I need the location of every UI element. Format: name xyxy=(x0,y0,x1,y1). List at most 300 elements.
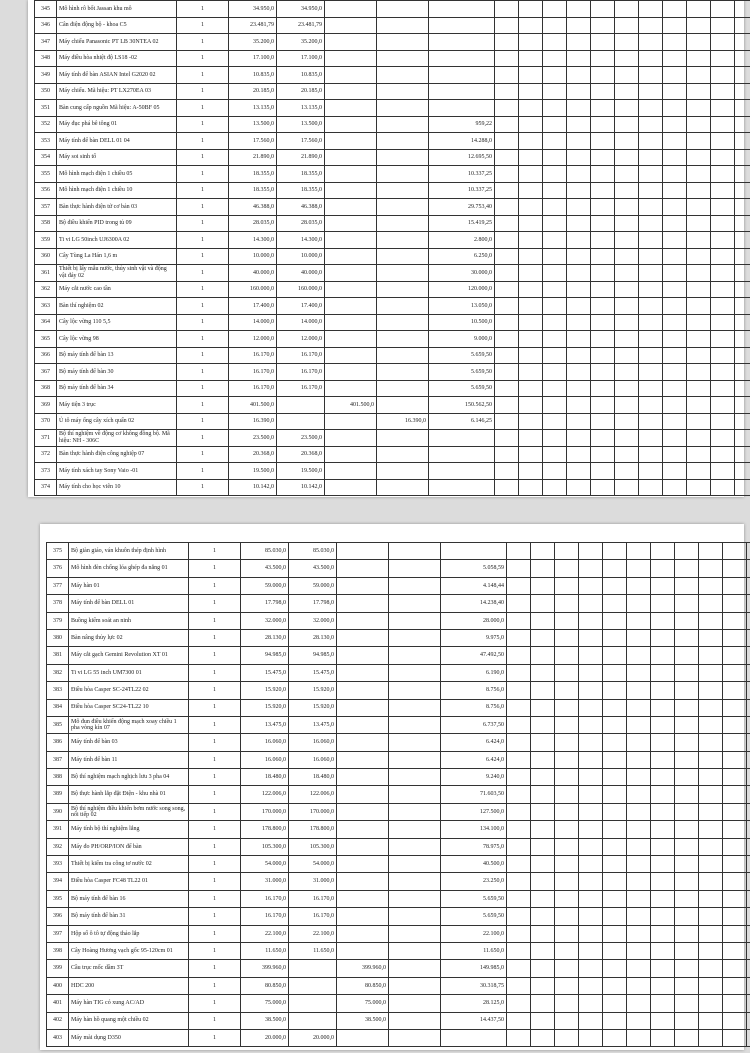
empty-cell xyxy=(507,612,531,629)
empty-cell xyxy=(711,149,735,166)
empty-cell xyxy=(543,430,567,447)
quantity: 1 xyxy=(189,838,241,855)
empty-cell xyxy=(699,751,723,768)
empty-cell xyxy=(555,751,579,768)
empty-cell xyxy=(735,265,750,282)
empty-cell xyxy=(663,67,687,84)
value-col-4 xyxy=(377,1,429,18)
value-col-3 xyxy=(325,67,377,84)
empty-cell xyxy=(747,873,750,890)
original-value: 122.006,0 xyxy=(241,786,289,803)
empty-cell xyxy=(747,595,750,612)
empty-cell xyxy=(543,149,567,166)
empty-cell xyxy=(639,446,663,463)
empty-cell xyxy=(567,265,591,282)
empty-cell xyxy=(543,67,567,84)
empty-cell xyxy=(555,821,579,838)
empty-cell xyxy=(495,116,519,133)
empty-cell xyxy=(687,314,711,331)
residual-value: 6.424,0 xyxy=(441,734,507,751)
quantity: 1 xyxy=(189,734,241,751)
value-col-3 xyxy=(337,769,389,786)
empty-cell xyxy=(555,769,579,786)
value-col-2: 34.950,0 xyxy=(277,1,325,18)
value-col-2: 18.355,0 xyxy=(277,182,325,199)
empty-cell xyxy=(639,413,663,430)
value-col-4 xyxy=(377,149,429,166)
empty-cell xyxy=(699,1029,723,1046)
residual-value: 9.975,0 xyxy=(441,629,507,646)
empty-cell xyxy=(699,873,723,890)
empty-cell xyxy=(519,265,543,282)
empty-cell xyxy=(495,397,519,414)
empty-cell xyxy=(579,803,603,820)
value-col-3 xyxy=(325,116,377,133)
residual-value xyxy=(429,463,495,480)
empty-cell xyxy=(579,682,603,699)
empty-cell xyxy=(627,873,651,890)
value-col-4 xyxy=(389,1029,441,1046)
empty-cell xyxy=(675,890,699,907)
empty-cell xyxy=(531,543,555,560)
empty-cell xyxy=(603,699,627,716)
asset-name: Máy tính để bàn 03 xyxy=(69,734,189,751)
table-row xyxy=(35,17,750,34)
empty-cell xyxy=(555,699,579,716)
row-number: 354 xyxy=(35,149,57,166)
value-col-3 xyxy=(325,479,377,496)
empty-cell xyxy=(711,347,735,364)
value-col-3 xyxy=(325,446,377,463)
value-col-3 xyxy=(325,248,377,265)
empty-cell xyxy=(519,347,543,364)
empty-cell xyxy=(747,699,750,716)
value-col-4 xyxy=(377,265,429,282)
empty-cell xyxy=(591,413,615,430)
empty-cell xyxy=(735,413,750,430)
empty-cell xyxy=(723,786,747,803)
empty-cell xyxy=(615,116,639,133)
empty-cell xyxy=(687,1,711,18)
empty-cell xyxy=(627,543,651,560)
empty-cell xyxy=(591,298,615,315)
empty-cell xyxy=(675,647,699,664)
empty-cell xyxy=(615,463,639,480)
empty-cell xyxy=(495,380,519,397)
value-col-4 xyxy=(377,50,429,67)
quantity: 1 xyxy=(189,716,241,733)
value-col-3 xyxy=(337,682,389,699)
empty-cell xyxy=(687,100,711,117)
empty-cell xyxy=(591,479,615,496)
original-value: 31.000,0 xyxy=(241,873,289,890)
empty-cell xyxy=(555,716,579,733)
asset-name: Thiết bị lấy mẫu nước, thủy sinh vật và động vật đáy 02 xyxy=(57,265,177,282)
empty-cell xyxy=(651,960,675,977)
value-col-3 xyxy=(325,281,377,298)
original-value: 16.060,0 xyxy=(241,751,289,768)
residual-value: 47.492,50 xyxy=(441,647,507,664)
empty-cell xyxy=(567,1,591,18)
empty-cell xyxy=(507,803,531,820)
empty-cell xyxy=(495,83,519,100)
empty-cell xyxy=(735,397,750,414)
empty-cell xyxy=(663,17,687,34)
empty-cell xyxy=(495,50,519,67)
empty-cell xyxy=(711,364,735,381)
row-number: 402 xyxy=(47,1012,69,1029)
empty-cell xyxy=(711,1,735,18)
table-row xyxy=(47,716,750,733)
value-col-3 xyxy=(337,577,389,594)
value-col-3 xyxy=(325,380,377,397)
empty-cell xyxy=(543,182,567,199)
value-col-2 xyxy=(289,1012,337,1029)
quantity: 1 xyxy=(177,281,229,298)
empty-cell xyxy=(567,413,591,430)
value-col-3: 80.850,0 xyxy=(337,977,389,994)
empty-cell xyxy=(603,769,627,786)
row-number: 369 xyxy=(35,397,57,414)
empty-cell xyxy=(603,1012,627,1029)
empty-cell xyxy=(687,281,711,298)
value-col-2: 18.480,0 xyxy=(289,769,337,786)
residual-value: 10.337,25 xyxy=(429,166,495,183)
residual-value: 14.288,0 xyxy=(429,133,495,150)
quantity: 1 xyxy=(189,595,241,612)
empty-cell xyxy=(639,314,663,331)
row-number: 395 xyxy=(47,890,69,907)
value-col-2: 85.030,0 xyxy=(289,543,337,560)
empty-cell xyxy=(603,977,627,994)
value-col-4 xyxy=(389,786,441,803)
empty-cell xyxy=(639,182,663,199)
residual-value xyxy=(429,50,495,67)
empty-cell xyxy=(519,314,543,331)
value-col-3 xyxy=(337,856,389,873)
empty-cell xyxy=(687,380,711,397)
empty-cell xyxy=(651,664,675,681)
empty-cell xyxy=(663,397,687,414)
empty-cell xyxy=(543,446,567,463)
empty-cell xyxy=(555,734,579,751)
empty-cell xyxy=(627,699,651,716)
empty-cell xyxy=(723,821,747,838)
quantity: 1 xyxy=(177,380,229,397)
empty-cell xyxy=(579,595,603,612)
value-col-4 xyxy=(377,397,429,414)
table-row xyxy=(47,942,750,959)
empty-cell xyxy=(579,942,603,959)
value-col-3 xyxy=(325,199,377,216)
row-number: 345 xyxy=(35,1,57,18)
empty-cell xyxy=(639,1,663,18)
empty-cell xyxy=(615,149,639,166)
quantity: 1 xyxy=(177,34,229,51)
empty-cell xyxy=(747,577,750,594)
empty-cell xyxy=(687,347,711,364)
row-number: 393 xyxy=(47,856,69,873)
original-value: 15.920,0 xyxy=(241,682,289,699)
asset-name: Bàn thực hành điện công nghiệp 07 xyxy=(57,446,177,463)
row-number: 361 xyxy=(35,265,57,282)
empty-cell xyxy=(507,682,531,699)
empty-cell xyxy=(579,769,603,786)
empty-cell xyxy=(507,699,531,716)
value-col-2: 16.170,0 xyxy=(277,347,325,364)
empty-cell xyxy=(663,298,687,315)
value-col-3 xyxy=(337,1029,389,1046)
empty-cell xyxy=(711,397,735,414)
empty-cell xyxy=(651,612,675,629)
original-value: 20.185,0 xyxy=(229,83,277,100)
empty-cell xyxy=(735,446,750,463)
original-value: 16.170,0 xyxy=(229,347,277,364)
residual-value: 6.737,50 xyxy=(441,716,507,733)
quantity: 1 xyxy=(189,908,241,925)
quantity: 1 xyxy=(177,265,229,282)
value-col-4 xyxy=(389,543,441,560)
empty-cell xyxy=(579,925,603,942)
empty-cell xyxy=(519,50,543,67)
value-col-3 xyxy=(325,298,377,315)
empty-cell xyxy=(615,17,639,34)
table-row xyxy=(35,446,750,463)
asset-name: Máy tính bộ thí nghiệm lắng xyxy=(69,821,189,838)
original-value: 13.135,0 xyxy=(229,100,277,117)
empty-cell xyxy=(735,232,750,249)
empty-cell xyxy=(663,232,687,249)
value-col-3: 399.960,0 xyxy=(337,960,389,977)
table-row xyxy=(35,149,750,166)
value-col-3 xyxy=(337,664,389,681)
empty-cell xyxy=(543,215,567,232)
row-number: 370 xyxy=(35,413,57,430)
original-value: 17.798,0 xyxy=(241,595,289,612)
quantity: 1 xyxy=(177,298,229,315)
value-col-4 xyxy=(389,629,441,646)
asset-name: Bộ thí nghiệm mạch nghịch lưu 3 pha 04 xyxy=(69,769,189,786)
empty-cell xyxy=(579,890,603,907)
table-row xyxy=(47,977,750,994)
table-row xyxy=(47,612,750,629)
empty-cell xyxy=(651,786,675,803)
empty-cell xyxy=(699,699,723,716)
value-col-2: 94.985,0 xyxy=(289,647,337,664)
empty-cell xyxy=(543,248,567,265)
value-col-2: 178.800,0 xyxy=(289,821,337,838)
empty-cell xyxy=(699,995,723,1012)
empty-cell xyxy=(675,1029,699,1046)
empty-cell xyxy=(591,331,615,348)
value-col-3 xyxy=(337,890,389,907)
quantity: 1 xyxy=(177,17,229,34)
empty-cell xyxy=(495,166,519,183)
table-row xyxy=(35,314,750,331)
empty-cell xyxy=(675,699,699,716)
empty-cell xyxy=(687,149,711,166)
empty-cell xyxy=(687,479,711,496)
empty-cell xyxy=(663,149,687,166)
value-col-3 xyxy=(337,942,389,959)
empty-cell xyxy=(711,50,735,67)
value-col-2: 28.035,0 xyxy=(277,215,325,232)
empty-cell xyxy=(519,116,543,133)
table-row xyxy=(47,890,750,907)
row-number: 359 xyxy=(35,232,57,249)
empty-cell xyxy=(507,769,531,786)
empty-cell xyxy=(579,734,603,751)
empty-cell xyxy=(687,331,711,348)
empty-cell xyxy=(747,942,750,959)
empty-cell xyxy=(555,560,579,577)
empty-cell xyxy=(723,925,747,942)
empty-cell xyxy=(555,995,579,1012)
row-number: 396 xyxy=(47,908,69,925)
empty-cell xyxy=(615,67,639,84)
empty-cell xyxy=(567,17,591,34)
empty-cell xyxy=(723,612,747,629)
empty-cell xyxy=(735,83,750,100)
value-col-4 xyxy=(377,446,429,463)
asset-name: Ti vi LG 55 inch UM7300 01 xyxy=(69,664,189,681)
empty-cell xyxy=(651,682,675,699)
empty-cell xyxy=(507,543,531,560)
empty-cell xyxy=(699,629,723,646)
row-number: 400 xyxy=(47,977,69,994)
quantity: 1 xyxy=(177,347,229,364)
empty-cell xyxy=(675,960,699,977)
empty-cell xyxy=(519,463,543,480)
empty-cell xyxy=(531,786,555,803)
empty-cell xyxy=(651,925,675,942)
empty-cell xyxy=(747,925,750,942)
empty-cell xyxy=(555,682,579,699)
asset-table-page-2 xyxy=(46,542,750,1047)
value-col-2: 19.500,0 xyxy=(277,463,325,480)
empty-cell xyxy=(543,281,567,298)
row-number: 386 xyxy=(47,734,69,751)
original-value: 15.475,0 xyxy=(241,664,289,681)
value-col-4 xyxy=(389,716,441,733)
empty-cell xyxy=(735,100,750,117)
original-value: 16.170,0 xyxy=(241,908,289,925)
empty-cell xyxy=(519,298,543,315)
original-value: 178.800,0 xyxy=(241,821,289,838)
empty-cell xyxy=(579,751,603,768)
empty-cell xyxy=(567,380,591,397)
empty-cell xyxy=(627,821,651,838)
empty-cell xyxy=(675,716,699,733)
empty-cell xyxy=(555,629,579,646)
value-col-2: 17.560,0 xyxy=(277,133,325,150)
empty-cell xyxy=(519,446,543,463)
value-col-3 xyxy=(337,543,389,560)
residual-value xyxy=(429,1,495,18)
empty-cell xyxy=(747,560,750,577)
empty-cell xyxy=(663,380,687,397)
empty-cell xyxy=(687,182,711,199)
empty-cell xyxy=(591,182,615,199)
empty-cell xyxy=(555,908,579,925)
empty-cell xyxy=(555,647,579,664)
empty-cell xyxy=(579,960,603,977)
value-col-3 xyxy=(325,133,377,150)
empty-cell xyxy=(495,1,519,18)
original-value: 20.000,0 xyxy=(241,1029,289,1046)
value-col-4 xyxy=(389,664,441,681)
asset-name: Điều hòa Casper SC-24TL22 02 xyxy=(69,682,189,699)
row-number: 368 xyxy=(35,380,57,397)
quantity: 1 xyxy=(177,364,229,381)
empty-cell xyxy=(591,1,615,18)
empty-cell xyxy=(687,17,711,34)
table-row xyxy=(35,430,750,447)
empty-cell xyxy=(531,629,555,646)
empty-cell xyxy=(519,83,543,100)
empty-cell xyxy=(603,716,627,733)
quantity: 1 xyxy=(177,446,229,463)
empty-cell xyxy=(639,281,663,298)
empty-cell xyxy=(543,50,567,67)
empty-cell xyxy=(663,479,687,496)
residual-value: 29.753,40 xyxy=(429,199,495,216)
value-col-3 xyxy=(337,925,389,942)
empty-cell xyxy=(723,769,747,786)
empty-cell xyxy=(663,413,687,430)
empty-cell xyxy=(735,380,750,397)
residual-value: 30.000,0 xyxy=(429,265,495,282)
empty-cell xyxy=(723,577,747,594)
table-row xyxy=(35,1,750,18)
value-col-4 xyxy=(377,314,429,331)
original-value: 94.985,0 xyxy=(241,647,289,664)
empty-cell xyxy=(627,629,651,646)
empty-cell xyxy=(579,856,603,873)
empty-cell xyxy=(555,1012,579,1029)
empty-cell xyxy=(495,298,519,315)
empty-cell xyxy=(699,803,723,820)
table-row xyxy=(47,1012,750,1029)
empty-cell xyxy=(507,1029,531,1046)
empty-cell xyxy=(639,479,663,496)
original-value: 14.300,0 xyxy=(229,232,277,249)
empty-cell xyxy=(555,664,579,681)
row-number: 389 xyxy=(47,786,69,803)
empty-cell xyxy=(663,347,687,364)
row-number: 353 xyxy=(35,133,57,150)
empty-cell xyxy=(579,612,603,629)
asset-name: Máy tính để bàn 11 xyxy=(69,751,189,768)
empty-cell xyxy=(699,734,723,751)
empty-cell xyxy=(579,786,603,803)
empty-cell xyxy=(591,215,615,232)
value-col-3 xyxy=(325,413,377,430)
quantity: 1 xyxy=(177,199,229,216)
empty-cell xyxy=(675,925,699,942)
empty-cell xyxy=(639,347,663,364)
empty-cell xyxy=(747,995,750,1012)
empty-cell xyxy=(603,856,627,873)
empty-cell xyxy=(687,50,711,67)
value-col-2: 17.400,0 xyxy=(277,298,325,315)
table-row xyxy=(35,116,750,133)
empty-cell xyxy=(723,751,747,768)
empty-cell xyxy=(711,446,735,463)
empty-cell xyxy=(747,716,750,733)
empty-cell xyxy=(735,281,750,298)
empty-cell xyxy=(591,380,615,397)
